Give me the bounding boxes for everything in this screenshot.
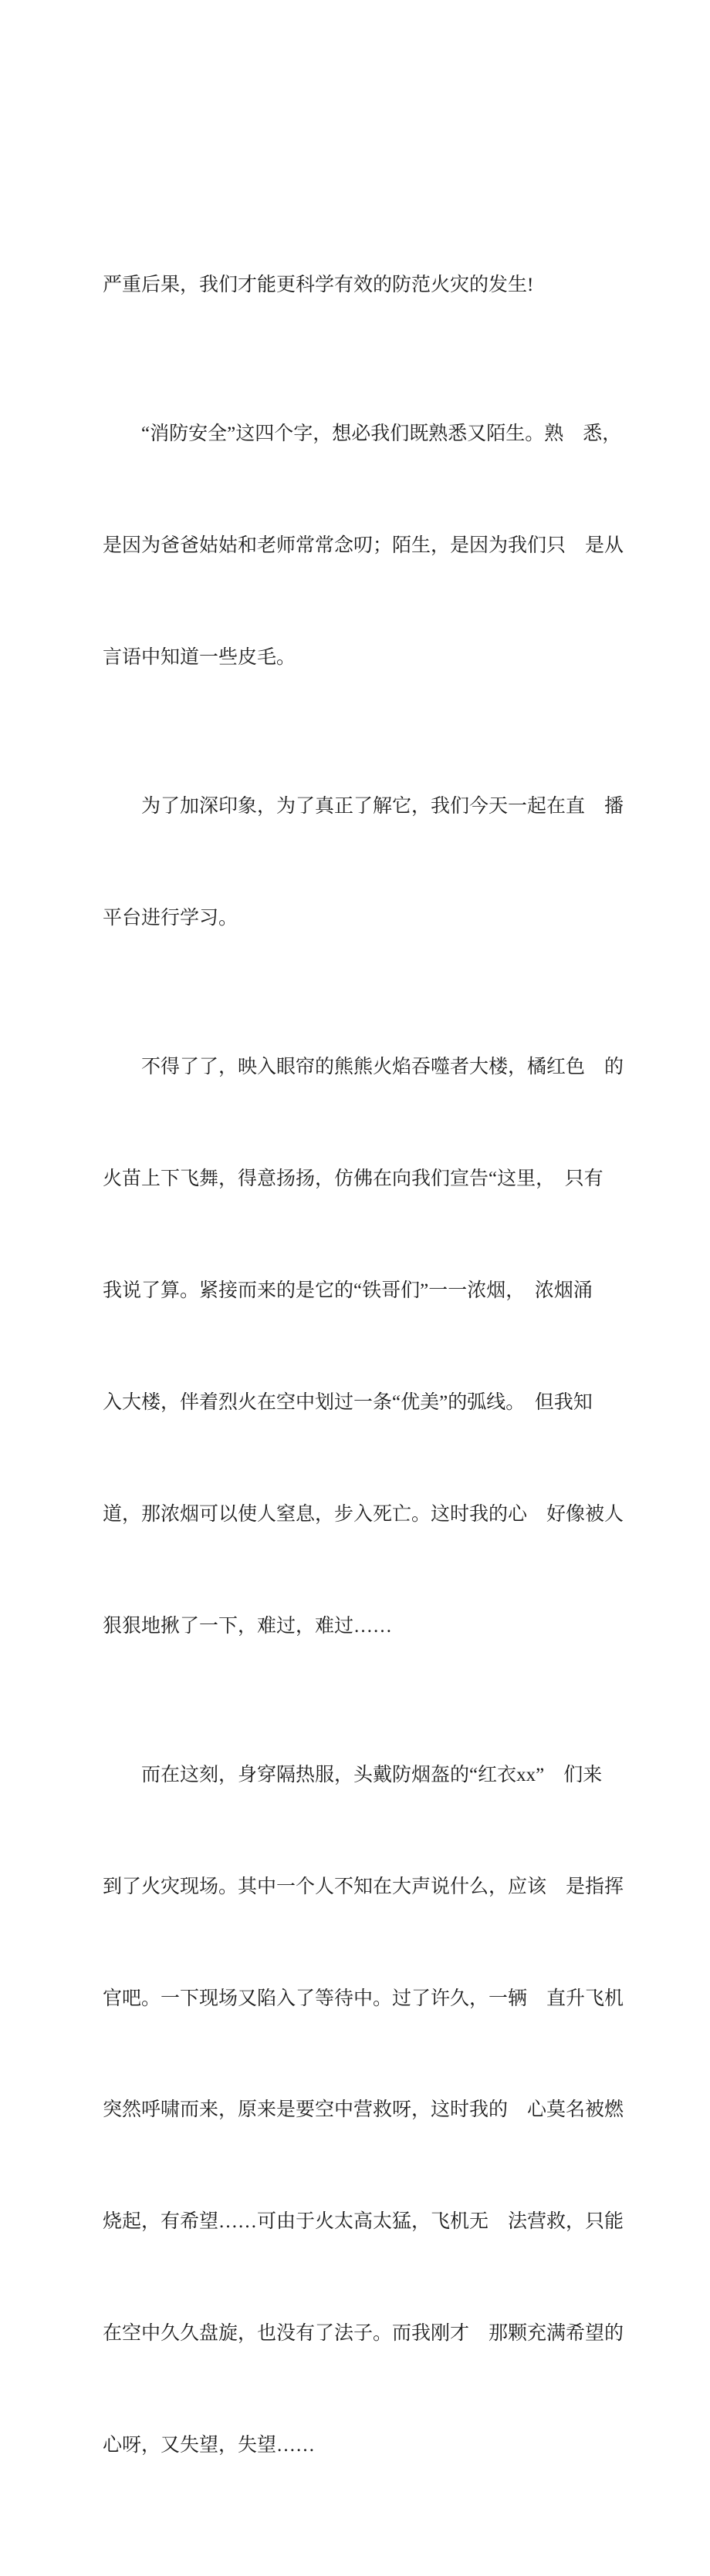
text-line: 狠狠地揪了一下，难过，难过…… — [103, 1615, 393, 1637]
text-line: 不得了了，映入眼帘的熊熊火焰吞噬者大楼，橘红色 的 — [103, 1057, 624, 1078]
text-line: “消防安全”这四个字，想必我们既熟悉又陌生。熟 悉， — [103, 423, 622, 445]
text-line: 烧起，有希望……可由于火太高太猛，飞机无 法营救，只能 — [103, 2211, 624, 2233]
text-line: 火苗上下飞舞，得意扬扬，仿佛在向我们宣告“这里， 只有 — [103, 1168, 604, 1190]
text-line: 到了火灾现场。其中一个人不知在大声说什么，应该 是指挥 — [103, 1876, 624, 1897]
text-line: 言语中知道一些皮毛。 — [103, 646, 296, 668]
document-text — [103, 155, 627, 2576]
text-line: 为了加深印象，为了真正了解它，我们今天一起在直 播 — [103, 796, 624, 818]
text-line: 平台进行学习。 — [103, 907, 238, 929]
text-line: 入大楼，伴着烈火在空中划过一条“优美”的弧线。 但我知 — [103, 1391, 593, 1413]
text-line: 严重后果，我们才能更科学有效的防范火灾的发生! — [103, 274, 534, 295]
text-line: 在空中久久盘旋，也没有了法子。而我刚才 那颗充满希望的 — [103, 2323, 624, 2345]
text-line: 我说了算。紧接而来的是它的“铁哥们”一一浓烟， 浓烟涌 — [103, 1280, 593, 1301]
text-line: 官吧。一下现场又陷入了等待中。过了许久，一辆 直升飞机 — [103, 1988, 624, 2009]
text-line: 突然呼啸而来，原来是要空中营救呀，这时我的 心莫名被燃 — [103, 2099, 624, 2121]
text-line: 而在这刻，身穿隔热服，头戴防烟盔的“红衣xx” 们来 — [103, 1764, 603, 1785]
text-line: 是因为爸爸姑姑和老师常常念叨；陌生，是因为我们只 是从 — [103, 534, 624, 556]
text-line: 心呀，又失望，失望…… — [103, 2435, 316, 2456]
text-line: 道，那浓烟可以使人窒息，步入死亡。这时我的心 好像被人 — [103, 1503, 624, 1525]
